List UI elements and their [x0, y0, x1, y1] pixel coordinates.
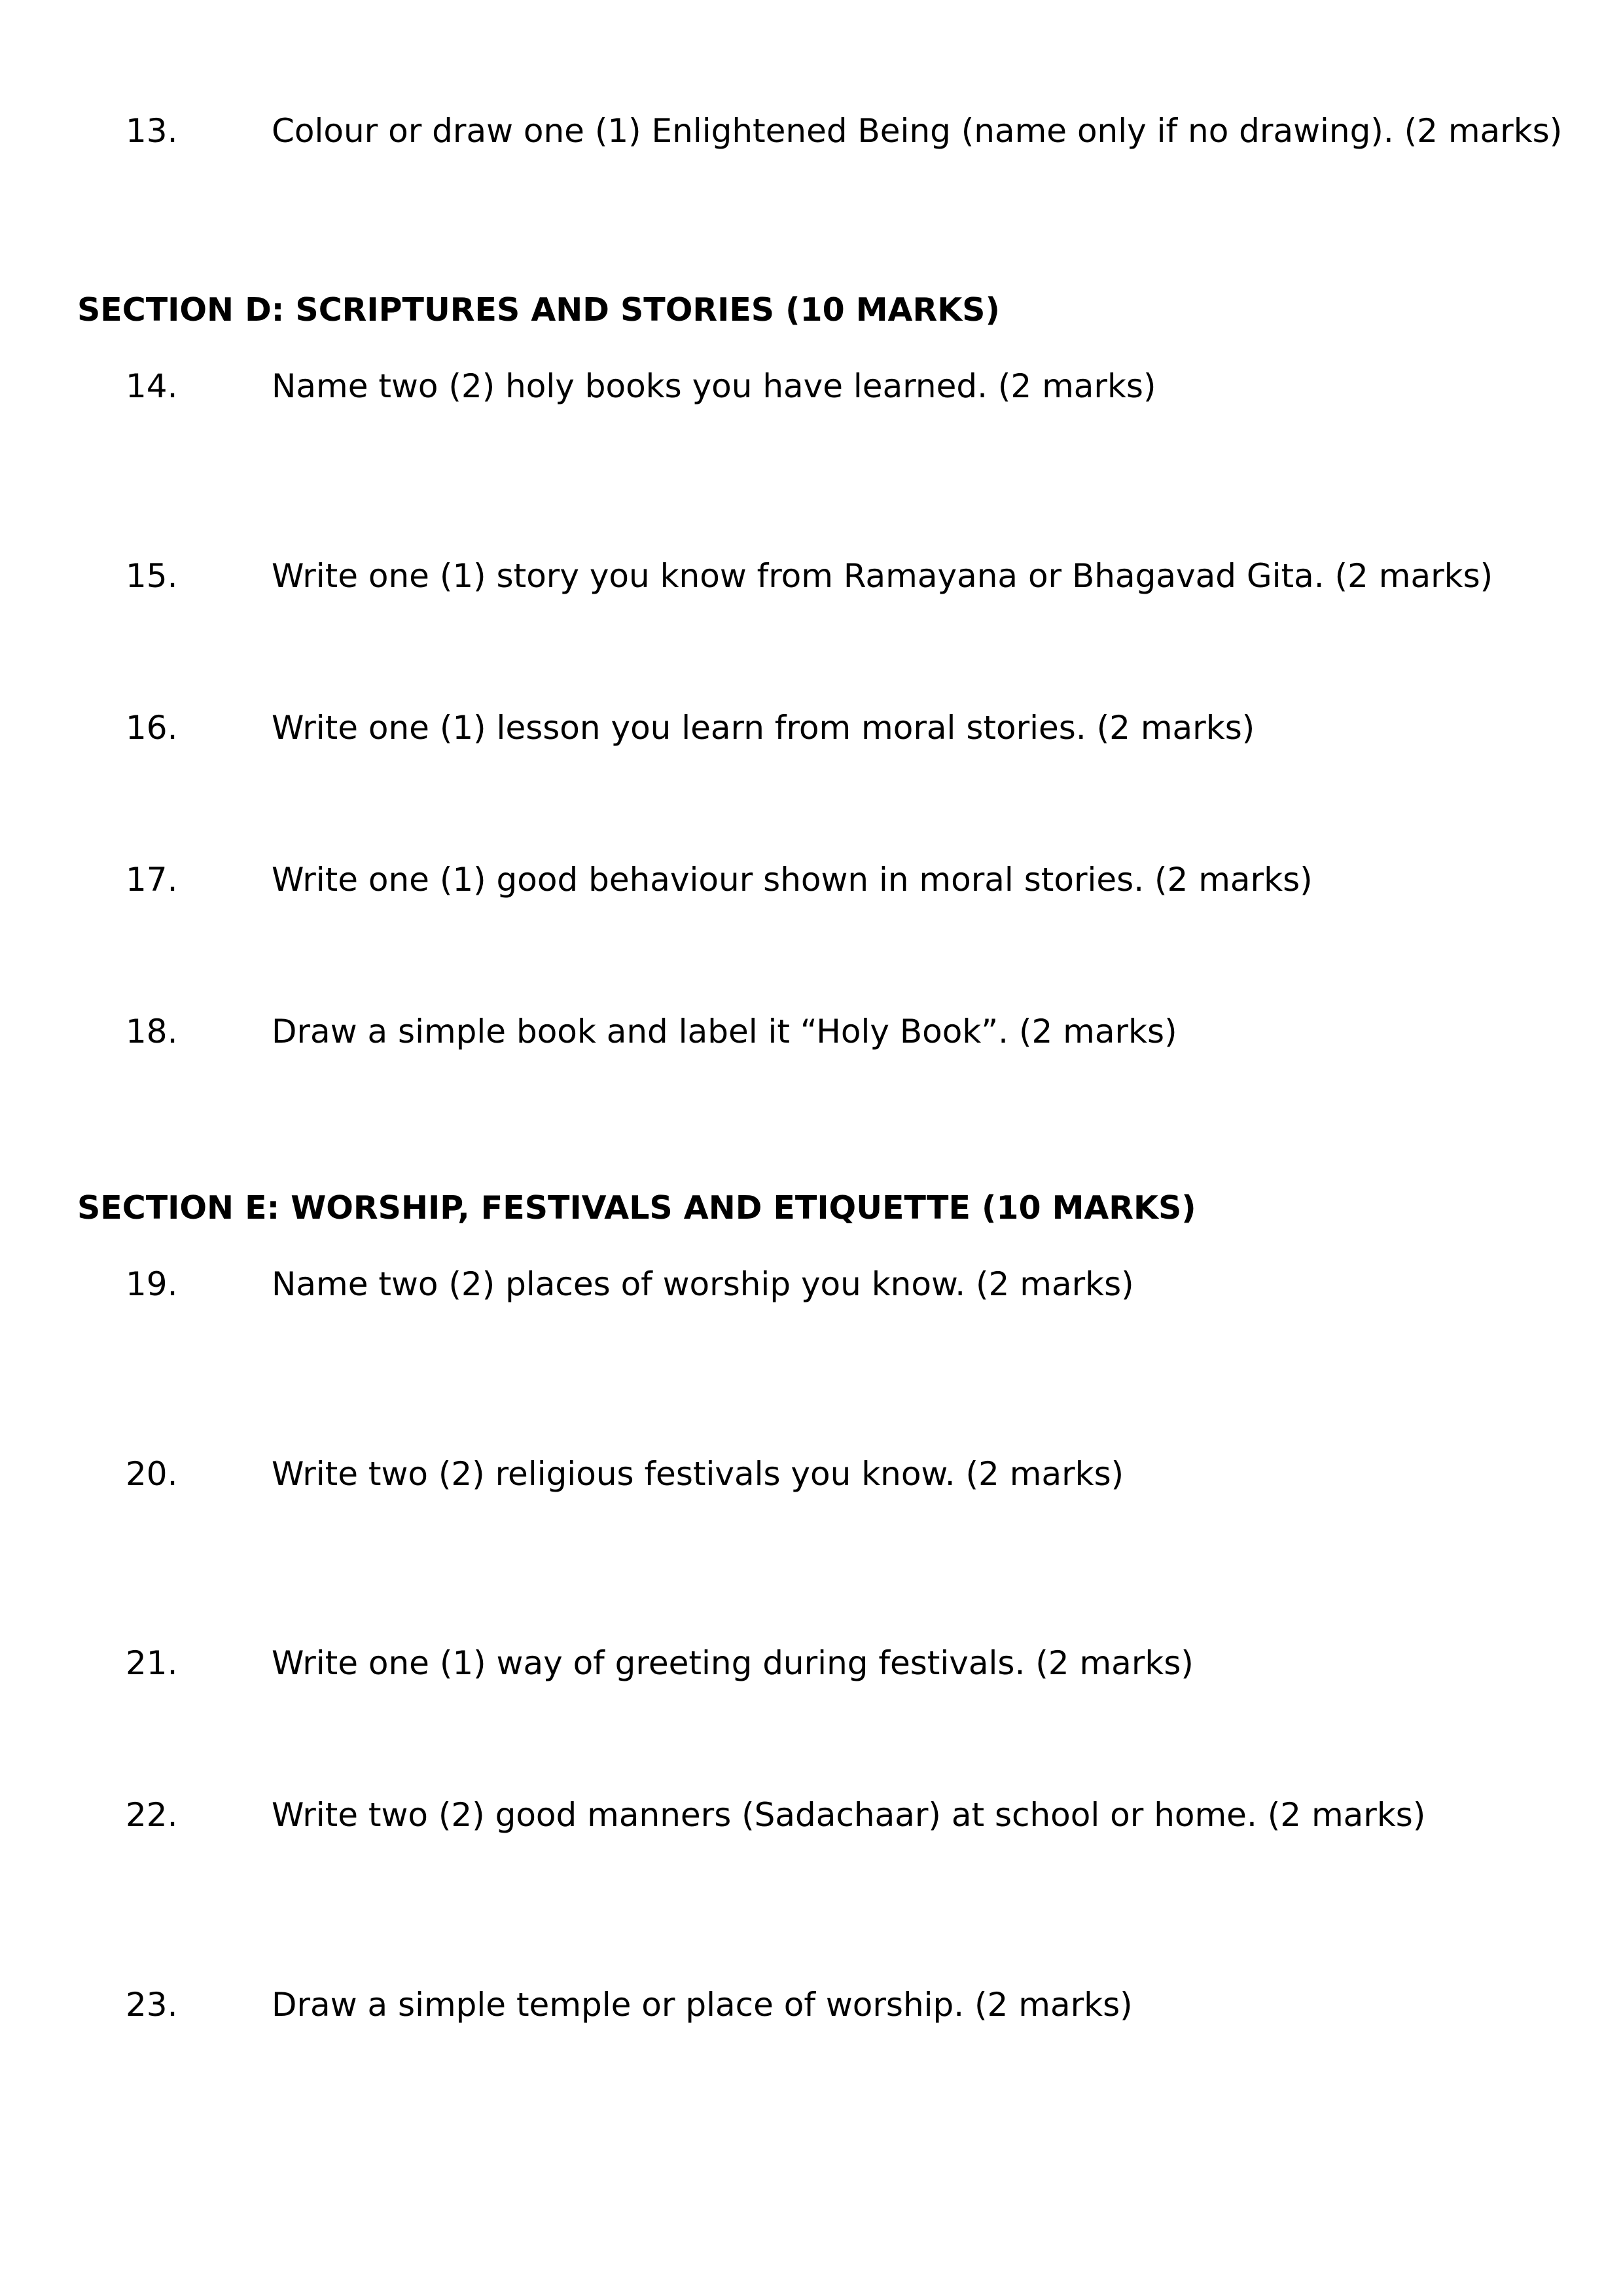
question-number: 23.	[126, 1986, 178, 2024]
question-18	[0, 1005, 1623, 1058]
question-text: Write one (1) way of greeting during festivals. (2 marks)	[272, 1644, 1194, 1682]
question-23	[0, 1979, 1623, 2031]
question-text: Write two (2) religious festivals you know. (2 marks)	[272, 1455, 1124, 1493]
question-number: 15.	[126, 557, 178, 595]
question-number: 21.	[126, 1644, 178, 1682]
section-d-heading: SECTION D: SCRIPTURES AND STORIES (10 MARKS)	[77, 291, 1000, 329]
question-text: Name two (2) holy books you have learned. (2 marks)	[272, 367, 1156, 405]
question-15	[0, 550, 1623, 602]
question-number: 22.	[126, 1796, 178, 1834]
question-13	[0, 105, 1623, 157]
question-number: 20.	[126, 1455, 178, 1493]
question-number: 19.	[126, 1265, 178, 1303]
question-21	[0, 1637, 1623, 1689]
question-text: Name two (2) places of worship you know. (2 marks)	[272, 1265, 1134, 1303]
question-14	[0, 360, 1623, 412]
question-text: Write two (2) good manners (Sadachaar) at school or home. (2 marks)	[272, 1796, 1426, 1834]
question-16	[0, 702, 1623, 754]
section-e-heading: SECTION E: WORSHIP, FESTIVALS AND ETIQUETTE (10 MARKS)	[77, 1189, 1196, 1227]
question-number: 14.	[126, 367, 178, 405]
question-text: Draw a simple book and label it “Holy Book”. (2 marks)	[272, 1013, 1177, 1050]
question-text: Colour or draw one (1) Enlightened Being (name only if no drawing). (2 marks)	[272, 112, 1563, 150]
question-17	[0, 853, 1623, 906]
question-number: 18.	[126, 1013, 178, 1050]
question-text: Write one (1) story you know from Ramayana or Bhagavad Gita. (2 marks)	[272, 557, 1493, 595]
question-text: Write one (1) good behaviour shown in moral stories. (2 marks)	[272, 861, 1313, 899]
question-number: 17.	[126, 861, 178, 899]
question-number: 13.	[126, 112, 178, 150]
question-number: 16.	[126, 709, 178, 747]
question-text: Write one (1) lesson you learn from moral stories. (2 marks)	[272, 709, 1255, 747]
question-text: Draw a simple temple or place of worship. (2 marks)	[272, 1986, 1133, 2024]
question-19	[0, 1258, 1623, 1310]
question-20	[0, 1448, 1623, 1500]
question-22	[0, 1789, 1623, 1841]
